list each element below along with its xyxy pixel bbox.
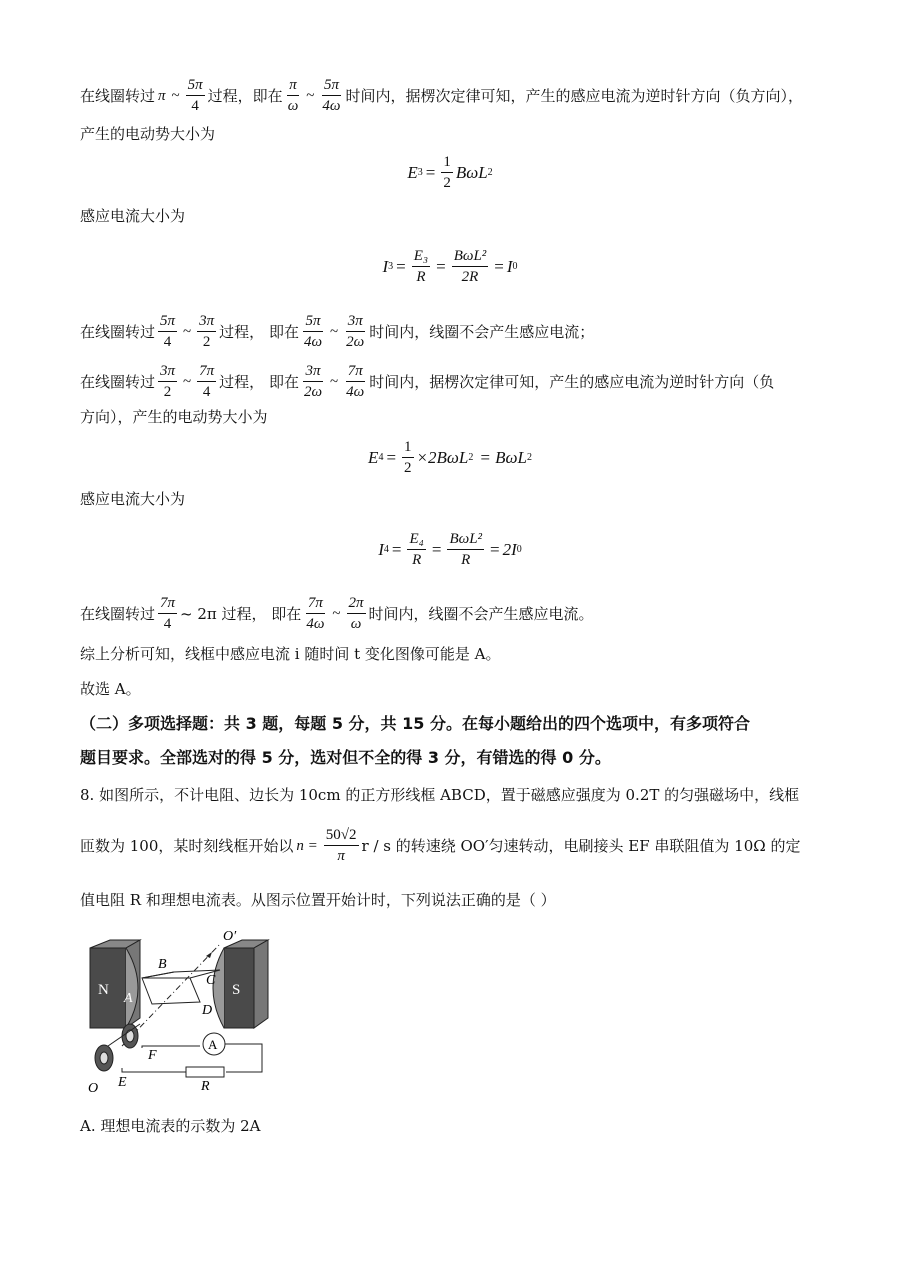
pi-symbol: π [158, 87, 166, 104]
para-rotation-2: 在线圈转过 $\frac{5\pi}{4}$ ~ $\frac{3\pi}{2}$ 过程， 即在 $\frac{5\pi}{4\omega}$ ~ $\frac{3\pi}{2\omega}$ 时间内，线圈不会产生感应电流； [80, 313, 595, 350]
label-B: B [158, 957, 167, 972]
equation-e3: E 3 = $\frac{1}{2}$ BωL 2 [407, 154, 493, 191]
question-8-line3: 值电阻 R 和理想电流表。从图示位置开始计时，下列说法正确的是（ ） [80, 891, 556, 909]
label-S: S [232, 982, 241, 998]
text: 在线圈转过 [80, 86, 156, 105]
section-heading-line2: 题目要求。全部选对的得 5 分，选对但不全的得 3 分，有错选的得 0 分。 [80, 748, 611, 767]
label-D: D [202, 1003, 213, 1018]
text-line: 感应电流大小为 [80, 490, 186, 508]
label-N: N [98, 982, 109, 998]
fraction: $\frac{5\pi}{4}$ [187, 77, 203, 114]
generator-diagram [82, 926, 272, 1096]
fraction: $\frac{5\pi}{4\omega}$ [322, 77, 341, 114]
para-rotation-3: 在线圈转过 $\frac{3\pi}{2}$ ~ $\frac{7\pi}{4}$ 过程， 即在 $\frac{3\pi}{2\omega}$ ~ $\frac{7\pi}{4\omega}$ 时间内，据楞次定律可知，产生的感应电流为逆时针方向（负 [80, 363, 775, 400]
ammeter-label: A [208, 1037, 218, 1052]
label-O-prime: O′ [223, 929, 237, 944]
equation-i3: I 3 = $\frac{\text{E₃}}{R}$ = $\frac{\text{BωL²}}{2R}$ = I 0 [382, 248, 518, 285]
question-8-line2: 匝数为 100，某时刻线框开始以 n = $\frac{50√2}{\pi}$ r / s 的转速绕 OO′匀速转动，电刷接头 EF 串联阻值为 10Ω 的定 [80, 827, 801, 864]
section-heading-line1: （二）多项选择题：共 3 题，每题 5 分，共 15 分。在每小题给出的四个选项中，有多项符合 [80, 714, 750, 733]
equation-i4: I 4 = $\frac{\text{E₄}}{R}$ = $\frac{\text{BωL²}}{R}$ = 2I 0 [378, 531, 522, 568]
label-C: C [206, 973, 216, 988]
para-rotation-1 [80, 76, 816, 115]
label-F: F [148, 1048, 157, 1063]
label-O: O [88, 1081, 99, 1096]
fraction: $\frac{\pi}{\omega}$ [287, 77, 299, 114]
label-A: A [124, 991, 133, 1006]
para-rotation-4: 在线圈转过 $\frac{7\pi}{4}$ ~ 2π 过程， 即在 $\frac{7\pi}{4\omega}$ ~ $\frac{2\pi}{\omega}$ 时间内，线圈不会产生感应电流。 [80, 595, 594, 632]
equation-e4: E 4 = $\frac{1}{2}$ ×2BωL 2 = BωL 2 [368, 439, 532, 476]
label-R: R [201, 1079, 210, 1094]
tilde: ~ [171, 87, 180, 104]
summary-text: 综上分析可知，线框中感应电流 i 随时间 t 变化图像可能是 A。 [80, 645, 501, 663]
tilde: ~ [306, 87, 315, 104]
answer-text: 故选 A。 [80, 680, 141, 698]
text: 时间内，据楞次定律可知，产生的感应电流为逆时针方向（负方向）， [345, 86, 804, 105]
option-a: A. 理想电流表的示数为 2A [80, 1117, 261, 1135]
question-8-line1: 8. 如图所示，不计电阻、边长为 10cm 的正方形线框 ABCD，置于磁感应强度为 0.2T 的匀强磁场中，线框 [80, 786, 800, 804]
text-line: 方向），产生的电动势大小为 [80, 408, 268, 426]
text: 过程，即在 [207, 86, 283, 105]
label-E: E [118, 1075, 127, 1090]
text-line: 产生的电动势大小为 [80, 125, 216, 143]
text-line: 感应电流大小为 [80, 207, 186, 225]
